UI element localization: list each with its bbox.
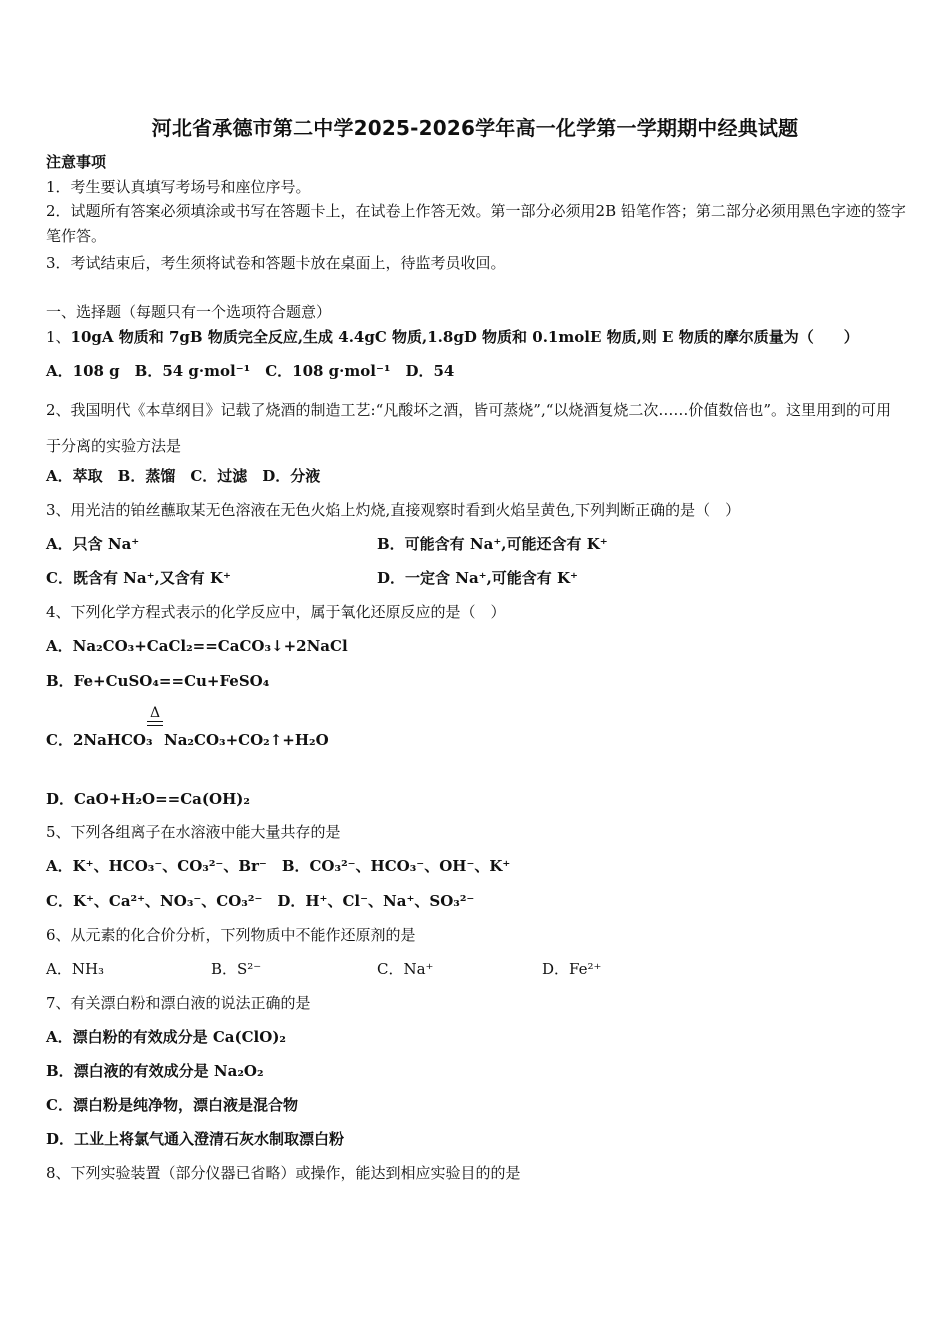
question-7-option-b: B．漂白液的有效成分是 Na₂O₂ [46,1062,264,1080]
question-6-option-a: A．NH₃ [46,960,105,978]
question-stem: 有关漂白粉和漂白液的说法正确的是 [70,994,311,1012]
question-stem: 下列各组离子在水溶液中能大量共存的是 [70,823,341,841]
question-number: 3、 [46,501,71,519]
question-6 [46,925,416,945]
question-7 [46,993,311,1013]
question-2-options: A．萃取 B．蒸馏 C．过滤 D．分液 [46,467,321,485]
question-4 [46,602,506,622]
question-1 [46,327,859,347]
question-stem: 用光洁的铂丝蘸取某无色溶液在无色火焰上灼烧,直接观察时看到火焰呈黄色,下列判断正确的是（ ） [70,501,741,519]
question-3-option-c: C．既含有 Na⁺,又含有 K⁺ [46,569,231,587]
question-3-option-d: D．一定含 Na⁺,可能含有 K⁺ [377,569,578,587]
question-stem: 下列化学方程式表示的化学反应中，属于氧化还原反应的是（ ） [70,603,506,621]
reaction-equals-sign [147,721,163,726]
question-number: 1、 [46,328,71,346]
question-7-option-d: D．工业上将氯气通入澄清石灰水制取漂白粉 [46,1130,345,1148]
question-5-options-cd: C．K⁺、Ca²⁺、NO₃⁻、CO₃²⁻ D．H⁺、Cl⁻、Na⁺、SO₃²⁻ [46,892,475,910]
question-6-option-c: C．Na⁺ [377,960,434,978]
question-4-option-b: B．Fe+CuSO₄==Cu+FeSO₄ [46,672,270,690]
section-heading: 一、选择题（每题只有一个选项符合题意） [46,303,332,321]
question-3-option-b: B．可能含有 Na⁺,可能还含有 K⁺ [377,535,608,553]
question-4-option-c-products: Na₂CO₃+CO₂↑+H₂O [164,731,329,749]
notice-item-2: 2．试题所有答案必须填涂或书写在答题卡上，在试卷上作答无效。第一部分必须用2B 铅笔作答；第二部分必须用黑色字迹的签字笔作答。 [46,202,906,245]
question-5 [46,822,341,842]
question-4-option-a: A．Na₂CO₃+CaCl₂==CaCO₃↓+2NaCl [46,637,348,655]
question-1-options: A．108 g B．54 g·mol⁻¹ C．108 g·mol⁻¹ D．54 [46,362,455,380]
question-3-option-a: A．只含 Na⁺ [46,535,140,553]
question-3 [46,500,740,520]
notice-item-3: 3．考试结束后，考生须将试卷和答题卡放在桌面上，待监考员收回。 [46,254,506,272]
question-5-options-ab: A．K⁺、HCO₃⁻、CO₃²⁻、Br⁻ B．CO₃²⁻、HCO₃⁻、OH⁻、K⁺ [46,857,511,875]
question-8 [46,1163,521,1183]
question-stem: 下列实验装置（部分仪器已省略）或操作，能达到相应实验目的的是 [70,1164,521,1182]
question-number: 5、 [46,823,71,841]
question-number: 8、 [46,1164,71,1182]
question-6-option-b: B．S²⁻ [211,960,262,978]
question-4-option-d: D．CaO+H₂O==Ca(OH)₂ [46,790,250,808]
question-number: 7、 [46,994,71,1012]
question-7-option-c: C．漂白粉是纯净物，漂白液是混合物 [46,1096,298,1114]
question-2 [46,392,906,464]
page-title: 河北省承德市第二中学2025-2026学年高一化学第一学期期中经典试题 [151,116,799,140]
notice-item-1: 1．考生要认真填写考场号和座位序号。 [46,178,311,196]
question-7-option-a: A．漂白粉的有效成分是 Ca(ClO)₂ [46,1028,286,1046]
question-stem: 我国明代《本草纲目》记载了烧酒的制造工艺:“凡酸坏之酒，皆可蒸烧”,“以烧酒复烧二次……价值数倍也”。这里用到的可用于分离的实验方法是 [46,401,892,455]
question-number: 4、 [46,603,71,621]
question-4-option-c-reactant: C．2NaHCO₃ [46,731,153,749]
question-stem: 从元素的化合价分析，下列物质中不能作还原剂的是 [70,926,416,944]
question-number: 6、 [46,926,71,944]
question-6-option-d: D．Fe²⁺ [542,960,602,978]
question-number: 2、 [46,401,71,419]
question-stem: 10gA 物质和 7gB 物质完全反应,生成 4.4gC 物质,1.8gD 物质和 0.1molE 物质,则 E 物质的摩尔质量为（ ） [70,328,859,346]
heat-condition-symbol: Δ [149,705,161,721]
notice-heading: 注意事项 [46,153,107,171]
